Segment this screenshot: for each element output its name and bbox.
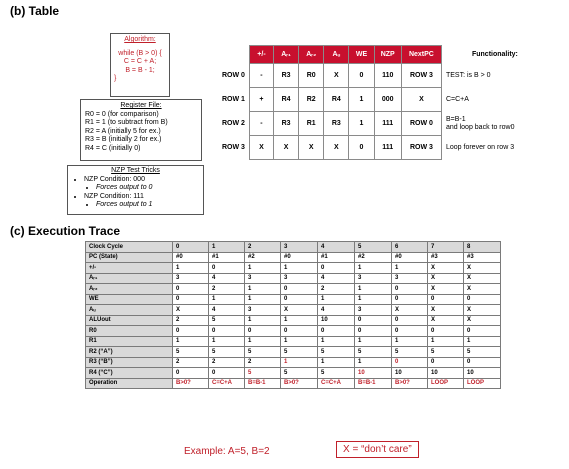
trace-cell: 0 [392,315,428,326]
control-cell: ROW 0 [401,112,441,136]
trace-cell: 1 [355,357,392,368]
trace-cell: 0 [318,326,355,337]
control-cell: 1 [349,88,374,112]
execution-trace-table [85,241,501,389]
trace-cell: B>0? [281,378,318,389]
trace-cell: 4 [318,242,355,253]
nzp-tricks-title: NZP Test Tricks [111,167,160,174]
functionality-text: C=C+A [441,88,569,112]
trace-cell: 1 [392,263,428,274]
functionality-text: B=B-1 and loop back to row0 [441,112,569,136]
trace-cell: 4 [318,305,355,316]
trace-cell: 3 [173,273,209,284]
trace-cell: X [428,315,464,326]
control-table-row [210,88,569,112]
control-table [210,45,569,160]
trace-cell: 0 [173,368,209,379]
trace-cell: X [464,305,501,316]
trace-cell: 1 [281,357,318,368]
trace-cell: #0 [173,252,209,263]
trace-cell: 1 [355,284,392,295]
trace-cell: 0 [245,326,281,337]
control-table-row [210,112,569,136]
control-header: Aᵤ [324,46,349,64]
trace-cell: 0 [428,294,464,305]
trace-cell: #1 [209,252,245,263]
trace-cell: 10 [392,368,428,379]
trace-cell: #0 [392,252,428,263]
trace-cell: 1 [392,336,428,347]
trace-cell: 5 [281,368,318,379]
control-cell: 000 [374,88,401,112]
trace-cell: 5 [392,347,428,358]
trace-cell: X [281,305,318,316]
trace-cell: 2 [209,357,245,368]
control-cell: ROW 3 [401,136,441,160]
trace-row [86,284,501,295]
trace-cell: 5 [245,347,281,358]
trace-cell: 0 [355,326,392,337]
trace-row [86,294,501,305]
trace-cell: 1 [355,263,392,274]
trace-row-label: R2 (“A”) [86,347,173,358]
trace-cell: 5 [318,347,355,358]
trace-cell: 2 [245,357,281,368]
control-cell: ROW 3 [401,64,441,88]
trace-cell: X [464,315,501,326]
trace-cell: 5 [355,347,392,358]
trace-cell: LOOP [464,378,501,389]
example-text: Example: A=5, B=2 [184,446,270,457]
trace-cell: 1 [209,294,245,305]
register-line: R3 = B (initially 2 for ex.) [85,136,162,143]
trace-row-label: +/- [86,263,173,274]
trace-cell: 0 [392,284,428,295]
trace-cell: 0 [464,357,501,368]
register-line: R0 = 0 (for comparison) [85,110,159,118]
trace-cell: X [464,273,501,284]
algorithm-line: while (B > 0) { [118,49,162,57]
control-header: NextPC [401,46,441,64]
trace-row [86,315,501,326]
trace-cell: 0 [428,357,464,368]
trace-cell: 5 [245,368,281,379]
trace-row-label: R4 (“C”) [86,368,173,379]
trace-cell: 0 [464,294,501,305]
trace-cell: 5 [173,347,209,358]
control-cell: + [249,88,273,112]
control-table-row [210,136,569,160]
trace-cell: 1 [209,336,245,347]
trace-cell: X [428,263,464,274]
trace-cell: 0 [173,294,209,305]
control-cell: - [249,64,273,88]
trace-row-label: Aᵤ [86,305,173,316]
trace-cell: 3 [281,273,318,284]
trace-cell: #2 [355,252,392,263]
control-cell: 110 [374,64,401,88]
trace-cell: 4 [209,305,245,316]
trace-cell: 7 [428,242,464,253]
trace-cell: 1 [245,284,281,295]
trace-cell: C=C+A [209,378,245,389]
register-file-title: Register File: [120,102,162,109]
trace-cell: 1 [281,315,318,326]
control-cell: X [324,136,349,160]
trace-cell: 2 [209,284,245,295]
trace-cell: 1 [173,336,209,347]
trace-row [86,273,501,284]
trace-cell: 1 [318,357,355,368]
trace-cell: 0 [392,357,428,368]
trace-cell: 5 [318,368,355,379]
trace-cell: 2 [245,242,281,253]
trace-cell: 8 [464,242,501,253]
row-label: ROW 3 [210,136,249,160]
trace-row [86,263,501,274]
trace-cell: 3 [245,273,281,284]
trace-cell: 1 [245,315,281,326]
trace-cell: 0 [173,242,209,253]
trace-row-label: R1 [86,336,173,347]
trace-cell: X [464,263,501,274]
trace-cell: C=C+A [318,378,355,389]
trace-cell: 1 [245,336,281,347]
trace-cell: 4 [209,273,245,284]
trace-cell: 5 [428,347,464,358]
control-header: +/- [249,46,273,64]
trace-cell: 1 [428,336,464,347]
trace-cell: 10 [355,368,392,379]
trace-cell: 0 [355,315,392,326]
control-cell: - [249,112,273,136]
trace-row [86,357,501,368]
row-label: ROW 1 [210,88,249,112]
table-heading: (b) Table [10,4,60,18]
trace-cell: X [173,305,209,316]
nzp-sub-item: • Forces output to 0 [96,184,199,193]
trace-cell: #0 [281,252,318,263]
algorithm-line: C = C + A; [123,58,157,65]
trace-cell: 1 [209,242,245,253]
trace-row-label: R0 [86,326,173,337]
control-cell: R0 [299,64,324,88]
trace-cell: X [428,305,464,316]
trace-row [86,252,501,263]
trace-cell: 5 [355,242,392,253]
trace-row [86,378,501,389]
control-cell: R4 [324,88,349,112]
control-cell: X [401,88,441,112]
trace-cell: 2 [318,284,355,295]
register-file-box [80,99,202,161]
trace-row [86,326,501,337]
control-cell: R4 [274,88,299,112]
trace-cell: 0 [209,263,245,274]
trace-cell: 5 [281,347,318,358]
control-cell: R3 [274,64,299,88]
algorithm-line: } [114,75,117,82]
trace-row-label: R3 (“B”) [86,357,173,368]
trace-row-label: Operation [86,378,173,389]
trace-cell: 1 [281,263,318,274]
trace-cell: 6 [392,242,428,253]
trace-cell: 3 [355,305,392,316]
nzp-item: • NZP Condition: 000 • Forces output to 0 [84,176,199,193]
trace-cell: 5 [209,315,245,326]
algorithm-box [110,33,170,97]
trace-row-label: WE [86,294,173,305]
trace-cell: #2 [245,252,281,263]
functionality-text: TEST: is B > 0 [441,64,569,88]
functionality-text: Loop forever on row 3 [441,136,569,160]
trace-cell: #1 [318,252,355,263]
algorithm-line: B = B - 1; [125,66,155,74]
trace-cell: 3 [281,242,318,253]
trace-row [86,368,501,379]
trace-cell: 1 [318,336,355,347]
control-cell: 1 [349,112,374,136]
trace-cell: X [464,284,501,295]
trace-heading: (c) Execution Trace [10,224,121,238]
trace-cell: 2 [173,357,209,368]
trace-row [86,242,501,253]
trace-row [86,305,501,316]
trace-cell: 0 [173,326,209,337]
trace-cell: 0 [209,326,245,337]
trace-cell: 1 [245,263,281,274]
control-cell: 0 [349,64,374,88]
row-label: ROW 0 [210,64,249,88]
nzp-sub-item: • Forces output to 1 [96,201,199,210]
trace-cell: 0 [392,326,428,337]
control-table-header-row [210,46,569,64]
register-line: R1 = 1 (to subtract from B) [85,119,168,126]
trace-cell: 3 [355,273,392,284]
trace-cell: 2 [173,315,209,326]
trace-row [86,336,501,347]
trace-cell: 10 [464,368,501,379]
control-header: Aᵣ₂ [299,46,324,64]
trace-cell: LOOP [428,378,464,389]
trace-cell: 1 [464,336,501,347]
trace-cell: 5 [464,347,501,358]
trace-row-label: PC (State) [86,252,173,263]
control-cell: R3 [324,112,349,136]
trace-cell: X [392,305,428,316]
control-header: NZP [374,46,401,64]
trace-cell: 0 [318,263,355,274]
trace-cell: 0 [281,326,318,337]
functionality-header: Functionality: [441,46,569,64]
trace-cell: 0 [392,294,428,305]
control-cell: 111 [374,112,401,136]
trace-cell: 0 [281,284,318,295]
trace-cell: 1 [173,263,209,274]
trace-cell: 0 [173,284,209,295]
trace-cell: 0 [281,294,318,305]
control-cell: X [324,64,349,88]
trace-cell: 0 [209,368,245,379]
trace-cell: B>0? [392,378,428,389]
row-label: ROW 2 [210,112,249,136]
algorithm-title: Algorithm: [124,36,156,43]
control-cell: 0 [349,136,374,160]
trace-cell: B>0? [173,378,209,389]
trace-row-label: ALUout [86,315,173,326]
trace-cell: #3 [464,252,501,263]
control-cell: 111 [374,136,401,160]
trace-cell: 3 [392,273,428,284]
trace-cell: X [428,284,464,295]
trace-cell: B=B-1 [245,378,281,389]
trace-row [86,347,501,358]
control-table-row [210,64,569,88]
nzp-tricks-box [67,165,204,215]
trace-cell: 1 [355,336,392,347]
control-cell: R3 [274,112,299,136]
trace-row-label: Aᵣ₂ [86,284,173,295]
trace-cell: 10 [428,368,464,379]
trace-cell: #3 [428,252,464,263]
control-cell: X [299,136,324,160]
trace-cell: 5 [209,347,245,358]
trace-row-label: Clock Cycle [86,242,173,253]
trace-cell: X [428,273,464,284]
nzp-item: • NZP Condition: 111 • Forces output to 1 [84,193,199,210]
dont-care-note: X = “don’t care” [336,441,419,458]
control-cell: R1 [299,112,324,136]
trace-cell: 3 [245,305,281,316]
trace-cell: 1 [318,294,355,305]
trace-cell: 10 [318,315,355,326]
trace-cell: B=B-1 [355,378,392,389]
trace-cell: 1 [281,336,318,347]
control-header: Aᵣ₁ [274,46,299,64]
control-cell: X [274,136,299,160]
trace-cell: 0 [464,326,501,337]
control-header: WE [349,46,374,64]
control-cell: R2 [299,88,324,112]
register-line: R2 = A (initially 5 for ex.) [85,127,161,135]
trace-cell: 0 [428,326,464,337]
trace-cell: 4 [318,273,355,284]
trace-cell: 1 [245,294,281,305]
control-cell: X [249,136,273,160]
trace-cell: 1 [355,294,392,305]
trace-row-label: Aᵣ₁ [86,273,173,284]
register-line: R4 = C (initially 0) [85,144,141,152]
